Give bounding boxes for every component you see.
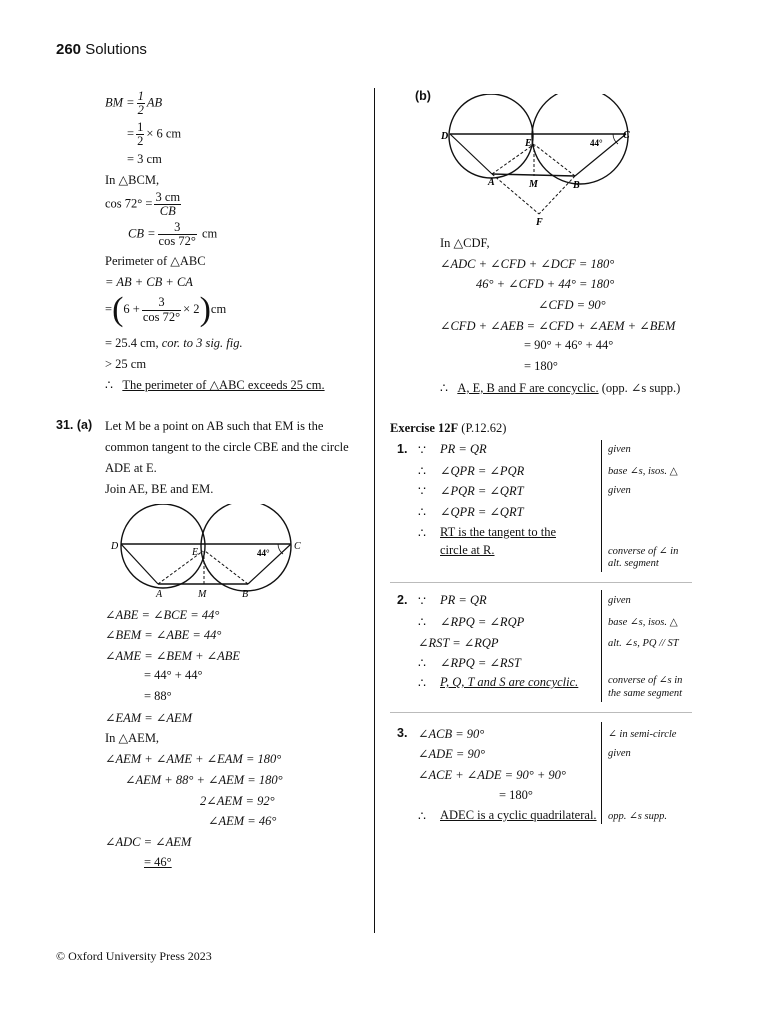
q1-row-1-reason: given [608, 444, 631, 455]
q31a-step-8: ∠AEM + ∠AME + ∠EAM = 180° [105, 752, 282, 766]
label-a: A [488, 177, 495, 188]
exercise-q1-number: 1. [397, 442, 408, 456]
question-31-number: 31. (a) [56, 418, 93, 432]
q3-row-1: ∠ACB = 90° [418, 727, 485, 741]
q1-row-3-text: ∠PQR = ∠QRT [440, 484, 524, 498]
q31a-step-12: ∠ADC = ∠AEM [105, 835, 192, 849]
q31a-step-1: ∠ABE = ∠BCE = 44° [105, 608, 220, 622]
column-divider [374, 88, 375, 933]
q2-row-3-text: ∠RST = ∠RQP [418, 636, 499, 650]
exercise-q3-number: 3. [397, 726, 408, 740]
q1-row-3-sym: ∵ [418, 484, 426, 498]
q1-row-2-reason: base ∠s, isos. △ [608, 466, 678, 477]
label-c: C [294, 541, 301, 552]
q2-row-1-sym: ∵ [418, 594, 426, 608]
copyright-footer: © Oxford University Press 2023 [56, 949, 212, 963]
q1-row-4-sym: ∴ [418, 505, 426, 519]
label-f: F [536, 217, 543, 228]
q2-conclusion-reason-2: the same segment [608, 688, 683, 699]
perimeter-gt: > 25 cm [105, 357, 147, 371]
label-a: A [156, 589, 163, 600]
q2-row-2-reason: base ∠s, isos. △ [608, 617, 678, 628]
q31a-line-4: Join AE, BE and EM. [105, 482, 214, 496]
q2-separator [390, 712, 692, 713]
q31a-step-2: ∠BEM = ∠ABE = 44° [105, 628, 222, 642]
perimeter-value: = 25.4 cm, cor. to 3 sig. fig. [105, 336, 243, 350]
label-e: E [525, 138, 532, 149]
q1-row-2-text: ∠QPR = ∠PQR [440, 464, 525, 478]
page-header [56, 41, 147, 58]
label-d: D [111, 541, 119, 552]
perimeter-expression: =(6 + $\frac{3}{\cos 72^\circ}$ × 2)cm [105, 291, 227, 328]
line-bf [539, 176, 575, 214]
q1-conclusion-sym: ∴ [418, 526, 426, 540]
q31a-step-3: ∠AME = ∠BEM + ∠ABE [105, 649, 241, 663]
exercise-title: Exercise 12F (P.12.62) [390, 421, 507, 435]
q31b-conclusion: ∴ A, E, B and F are concyclic. (opp. ∠s supp.) [440, 381, 681, 395]
bm-line-3: = 3 cm [127, 152, 162, 166]
q31a-step-10: 2∠AEM = 92° [200, 794, 275, 808]
line-da [450, 134, 492, 174]
q31a-step-6: ∠EAM = ∠AEM [105, 711, 192, 725]
q31b-step-2: ∠ADC + ∠CFD + ∠DCF = 180° [440, 257, 615, 271]
page-number: 260 [56, 41, 82, 58]
q31b-step-5: ∠CFD + ∠AEB = ∠CFD + ∠AEM + ∠BEM [440, 319, 676, 333]
q1-row-4-text: ∠QPR = ∠QRT [440, 505, 524, 519]
q31a-line-3: ADE at E. [105, 461, 157, 475]
q31a-line-1: Let M be a point on AB such that EM is the [105, 419, 324, 433]
q2-conclusion-reason-1: converse of ∠s in [608, 675, 683, 686]
q2-conclusion-sym: ∴ [418, 676, 426, 690]
q1-conclusion-line-1: RT is the tangent to the [440, 525, 557, 539]
q1-row-2-sym: ∴ [418, 464, 426, 478]
right-circle [201, 504, 291, 591]
exercise-q2-number: 2. [397, 593, 408, 607]
q31a-step-11: ∠AEM = 46° [208, 814, 277, 828]
q31a-step-4: = 44° + 44° [144, 668, 203, 682]
q3-reason-divider [601, 722, 602, 824]
perimeter-conclusion: ∴ The perimeter of △ABC exceeds 25 cm. [105, 378, 325, 392]
q31b-step-3: 46° + ∠CFD + 44° = 180° [476, 277, 615, 291]
q1-row-1-text: PR = QR [440, 442, 487, 456]
line-be [535, 145, 575, 176]
q31a-step-5: = 88° [144, 689, 172, 703]
q1-separator [390, 582, 692, 583]
label-b: B [573, 180, 580, 191]
perimeter-heading: Perimeter of △ABC [105, 254, 206, 268]
q31a-line-2: common tangent to the circle CBE and the circle [105, 440, 349, 454]
q1-conclusion-reason-1: converse of ∠ in [608, 546, 679, 557]
q31a-step-7: In △AEM, [105, 731, 160, 745]
q31b-step-1: In △CDF, [440, 236, 490, 250]
perimeter-sum: = AB + CB + CA [105, 275, 193, 289]
bm-line-1: BM = $\frac{1}{2}$ AB [105, 89, 163, 118]
q2-row-1-reason: given [608, 595, 631, 606]
label-b: B [242, 589, 249, 600]
q1-row-1-sym: ∵ [418, 443, 426, 457]
label-m: M [198, 589, 207, 600]
in-bcm: In △BCM, [105, 173, 160, 187]
q3-row-1-reason: ∠ in semi-circle [608, 729, 677, 740]
q2-row-2-sym: ∴ [418, 615, 426, 629]
cos-line: cos 72° = $\frac{3 cm}{CB}$ [105, 190, 181, 219]
label-e: E [192, 547, 199, 558]
q2-row-2-text: ∠RPQ = ∠RQP [440, 615, 525, 629]
q2-row-1-text: PR = QR [440, 593, 487, 607]
page-header-title: Solutions [85, 41, 147, 58]
q3-row-2-reason: given [608, 748, 631, 759]
cb-line: CB = $\frac{3}{\cos 72^\circ}$ cm [128, 220, 218, 249]
line-ae [492, 145, 533, 174]
figure-31a [108, 504, 308, 604]
q1-conclusion-reason-2: alt. segment [608, 558, 659, 569]
q2-conclusion: P, Q, T and S are concyclic. [440, 675, 579, 689]
label-angle-44: 44° [590, 138, 603, 148]
q31a-step-9: ∠AEM + 88° + ∠AEM = 180° [125, 773, 283, 787]
q31b-step-4: ∠CFD = 90° [538, 298, 606, 312]
label-angle-44: 44° [257, 548, 270, 558]
q3-conclusion: ADEC is a cyclic quadrilateral. [440, 808, 597, 822]
q2-row-4-text: ∠RPQ = ∠RST [440, 656, 521, 670]
q1-conclusion-line-2: circle at R. [440, 543, 495, 557]
q1-reason-divider [601, 440, 602, 572]
label-c: C [623, 130, 630, 141]
left-circle [121, 504, 205, 588]
line-be [205, 551, 248, 584]
q2-row-4-sym: ∴ [418, 656, 426, 670]
q1-row-3-reason: given [608, 485, 631, 496]
q2-reason-divider [601, 590, 602, 702]
q31b-step-6: = 90° + 46° + 44° [524, 338, 614, 352]
label-d: D [441, 131, 449, 142]
q2-row-3-reason: alt. ∠s, PQ // ST [608, 638, 679, 649]
q3-conclusion-reason: opp. ∠s supp. [608, 811, 667, 822]
q3-row-4: = 180° [499, 788, 533, 802]
q31b-part: (b) [415, 89, 431, 103]
q3-row-2: ∠ADE = 90° [418, 747, 485, 761]
left-circle [449, 94, 533, 178]
q31b-step-7: = 180° [524, 359, 558, 373]
line-da [121, 544, 158, 584]
q3-conclusion-sym: ∴ [418, 809, 426, 823]
q31a-step-13: = 46° [144, 855, 172, 869]
q3-row-3: ∠ACE + ∠ADE = 90° + 90° [418, 768, 566, 782]
label-m: M [529, 179, 538, 190]
figure-31b [440, 94, 640, 229]
bm-line-2: = $\frac{1}{2}$ × 6 cm [127, 120, 182, 149]
